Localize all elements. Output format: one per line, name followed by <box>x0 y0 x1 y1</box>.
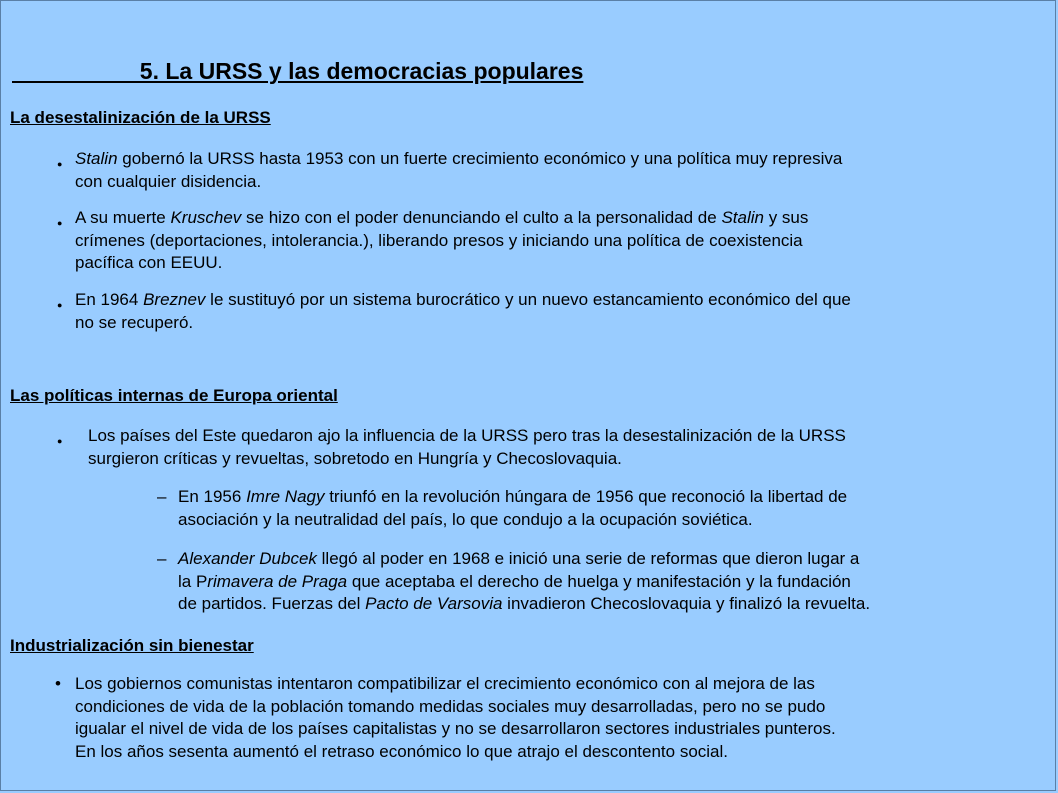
bullet-text <box>75 289 1055 334</box>
bullet-icon: ● <box>57 218 63 228</box>
section-heading-industrialization: Industrialización sin bienestar <box>10 636 254 655</box>
bullet-stalin <box>57 148 1055 193</box>
bullet-text <box>75 673 1055 763</box>
page-title: 5. La URSS y las democracias populares <box>12 58 584 84</box>
bullet-kruschev <box>57 207 1055 275</box>
bullet-icon: ● <box>57 159 63 169</box>
bullet-text <box>75 207 1055 275</box>
text-line: crímenes (deportaciones, intolerancia.), liberando presos y iniciando una política de coexistencia <box>75 230 803 250</box>
bullet-communist-governments <box>55 673 1055 763</box>
text-line: En 1964 Breznev le sustituyó por un sistema burocrático y un nuevo estancamiento económico del que <box>75 290 851 309</box>
text-line: A su muerte Kruschev se hizo con el poder denunciando el culto a la personalidad de Stalin y sus <box>75 208 809 227</box>
bullet-text <box>178 548 1053 616</box>
text-line: Los gobiernos comunistas intentaron compatibilizar el crecimiento económico con al mejora de las <box>75 674 815 693</box>
bullet-text <box>178 486 1053 531</box>
text-line: con cualquier disidencia. <box>75 171 262 191</box>
dash-bullet-icon: – <box>157 487 167 506</box>
bullet-icon: • <box>55 674 61 693</box>
text-line: Los países del Este quedaron ajo la influencia de la URSS pero tras la desestalinización de la URSS <box>88 426 846 445</box>
subbullet-imre-nagy <box>157 486 1053 531</box>
bullet-breznev <box>57 289 1055 334</box>
text-line: Stalin gobernó la URSS hasta 1953 con un fuerte crecimiento económico y una política muy represiva <box>75 149 843 168</box>
text-line: surgieron críticas y revueltas, sobretodo en Hungría y Checoslovaquia. <box>88 448 622 468</box>
text-line: no se recuperó. <box>75 312 194 332</box>
text-line: En 1956 Imre Nagy triunfó en la revolución húngara de 1956 que reconoció la libertad de <box>178 487 848 506</box>
text-line: igualar el nivel de vida de los países capitalistas y no se desarrollaron sectores industriales punteros. <box>75 719 836 738</box>
dash-bullet-icon: – <box>157 549 167 568</box>
bullet-text <box>88 425 1053 470</box>
bullet-text <box>75 148 1055 193</box>
bullet-eastern-countries <box>57 425 1053 470</box>
text-line: Alexander Dubcek llegó al poder en 1968 e inició una serie de reformas que dieron lugar a <box>178 549 860 568</box>
text-line: En los años sesenta aumentó el retraso económico lo que atrajo el descontento social. <box>75 741 729 761</box>
text-line: pacífica con EEUU. <box>75 253 223 272</box>
section-heading-destalinization: La desestalinización de la URSS <box>10 108 271 127</box>
text-line: condiciones de vida de la población tomando medidas sociales muy desarrolladas, pero no se pudo <box>75 696 826 716</box>
bullet-icon: ● <box>57 300 63 310</box>
bullet-icon: ● <box>57 436 63 446</box>
text-line: asociación y la neutralidad del país, lo que condujo a la ocupación soviética. <box>178 509 753 529</box>
text-line: de partidos. Fuerzas del Pacto de Varsovia invadieron Checoslovaquia y finalizó la revuelta. <box>178 594 871 613</box>
text-line: la Primavera de Praga que aceptaba el derecho de huelga y manifestación y la fundación <box>178 571 851 591</box>
section-heading-eastern-europe: Las políticas internas de Europa oriental <box>10 386 338 405</box>
subbullet-dubcek <box>157 548 1053 616</box>
